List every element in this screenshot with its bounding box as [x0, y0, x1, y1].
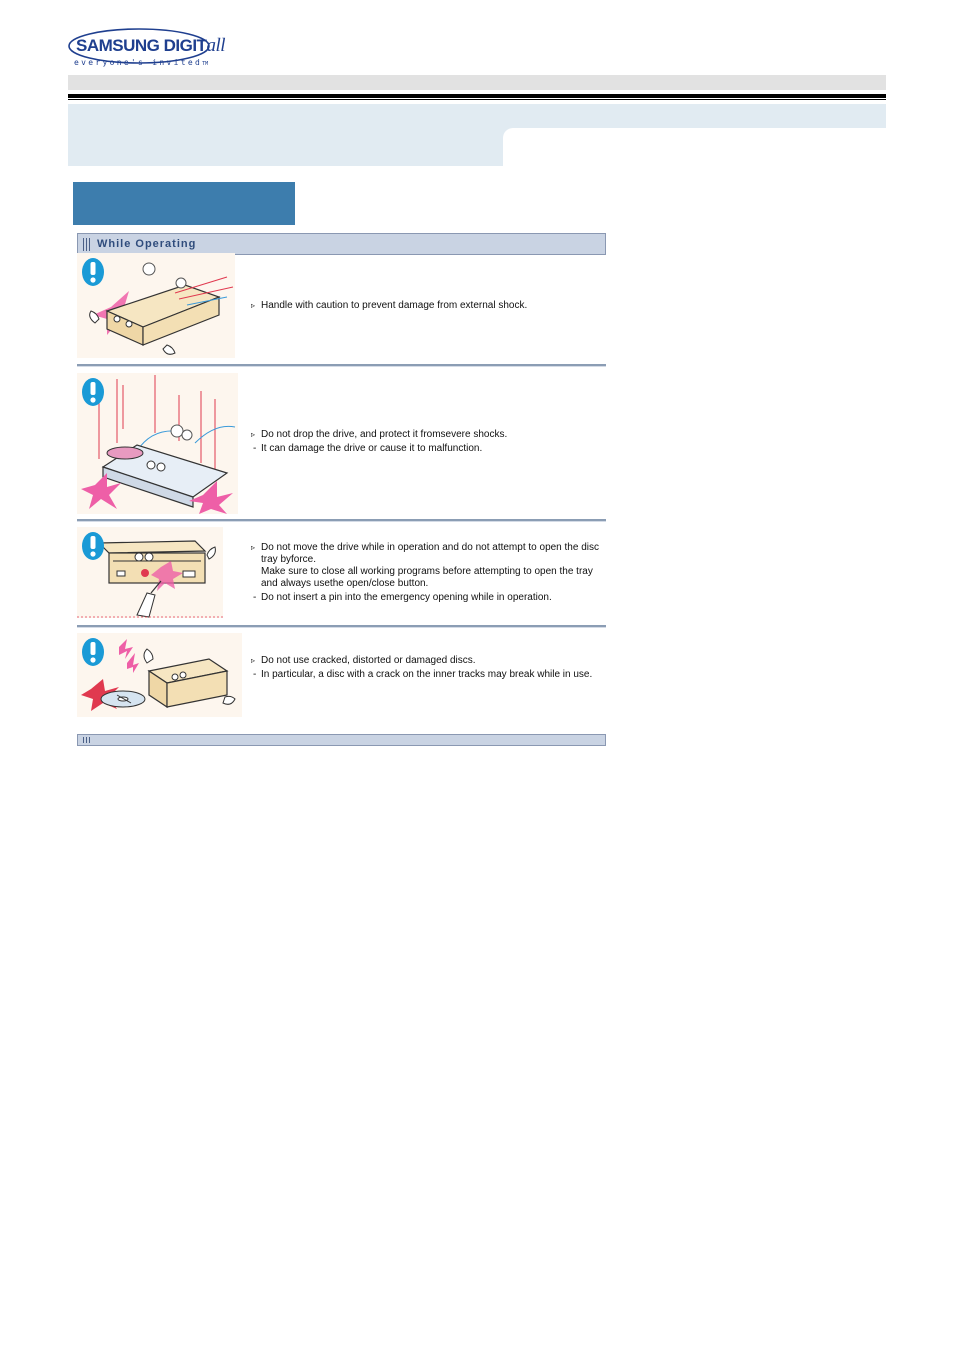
- logo-tagline: everyone's invited: [74, 58, 203, 67]
- item-1-text: [251, 300, 603, 312]
- warning-exclamation-icon: [81, 531, 105, 561]
- illustration-drop-drive: [77, 373, 238, 514]
- section-tab: [73, 182, 295, 225]
- grip-icon: [83, 737, 91, 743]
- header-rule-thin: [68, 99, 886, 100]
- warning-exclamation-icon: [81, 377, 105, 407]
- item-4-line-2: - In particular, a disc with a crack on the inner tracks may break while in use.: [253, 669, 593, 680]
- item-3-text: [251, 542, 603, 604]
- warning-exclamation-icon: [81, 257, 105, 287]
- section-footer-bar: [77, 734, 606, 746]
- logo-brand-suffix: all: [206, 35, 226, 56]
- section-title-bar: [77, 233, 606, 255]
- bullet-arrow-icon: ▹: [251, 430, 256, 439]
- item-4-text: [251, 655, 603, 681]
- logo-brand-text: SAMSUNG DIGIT: [76, 36, 207, 55]
- item-3-line-3: - Do not insert a pin into the emergency opening while in operation.: [253, 592, 552, 603]
- item-2-line-2: - It can damage the drive or cause it to malfunction.: [253, 443, 483, 454]
- logo-tm: TM: [202, 61, 209, 67]
- item-2-line-1: ▹ Do not drop the drive, and protect it fromsevere shocks.: [251, 429, 508, 440]
- header-notch: [503, 128, 886, 166]
- illustration-damaged-disc: [77, 633, 242, 717]
- samsung-logo: [68, 27, 226, 72]
- precautions-table: [77, 233, 606, 746]
- bullet-arrow-icon: ▹: [251, 656, 256, 665]
- warning-exclamation-icon: [81, 637, 105, 667]
- section-title: While Operating: [97, 238, 197, 250]
- bullet-arrow-icon: ▹: [251, 543, 256, 552]
- item-4-line-1: ▹ Do not use cracked, distorted or damaged discs.: [251, 655, 476, 666]
- bullet-arrow-icon: ▹: [251, 301, 256, 310]
- top-band: [68, 75, 886, 90]
- row-divider: [77, 519, 606, 522]
- item-3-line-1: ▹ Do not move the drive while in operation and do not attempt to open the disc tray byforce.: [251, 542, 599, 565]
- item-2-text: [251, 429, 603, 455]
- grip-icon: [83, 238, 91, 251]
- header-rule-thick: [68, 94, 886, 98]
- illustration-external-shock: [77, 253, 235, 358]
- item-1-line-1: ▹ Handle with caution to prevent damage from external shock.: [251, 300, 528, 311]
- illustration-disc-tray: [77, 527, 223, 618]
- row-divider: [77, 625, 606, 628]
- item-3-line-2: Make sure to close all working programs before attempting to open the tray and always usethe open/close button.: [261, 566, 593, 589]
- row-divider: [77, 364, 606, 367]
